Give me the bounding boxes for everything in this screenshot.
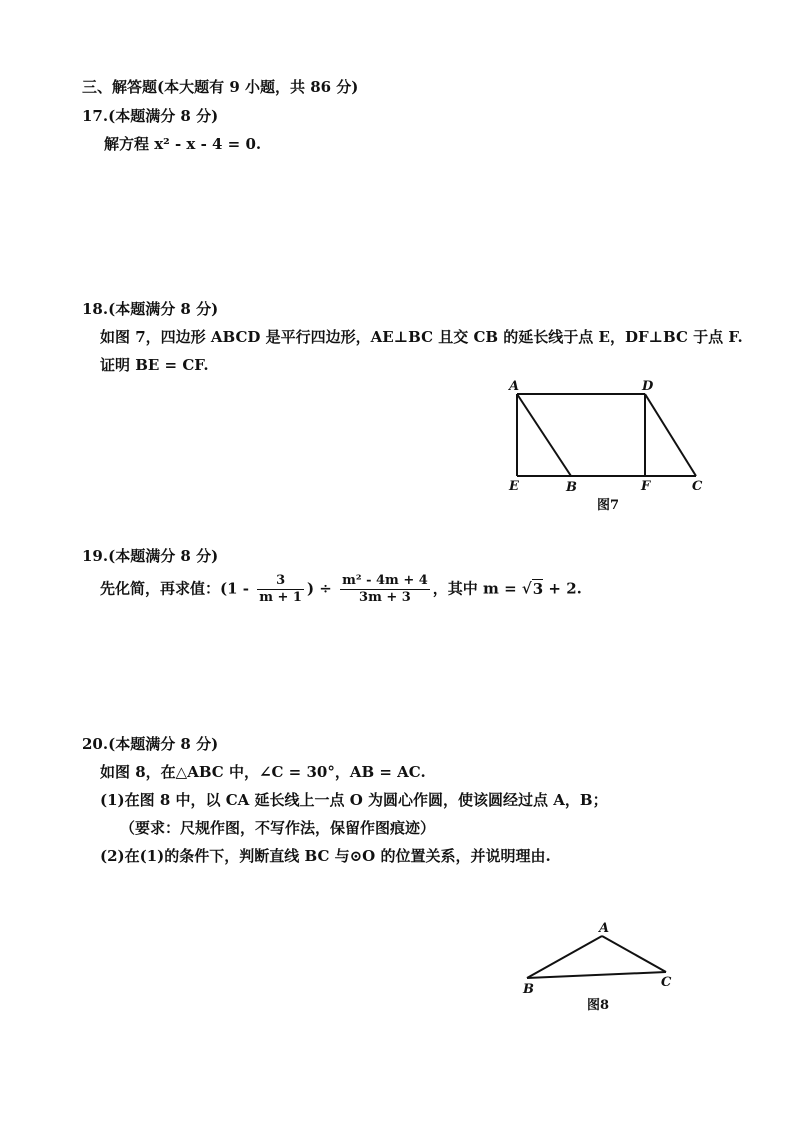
label-c: C (692, 479, 703, 494)
label-d: D (642, 379, 654, 394)
q20-part-2: (2)在(1)的条件下，判断直线 BC 与⊙O 的位置关系，并说明理由. (100, 847, 551, 865)
q19-expression (100, 573, 582, 606)
q19-tail-2: + 2. (543, 579, 582, 598)
q17-header: 17.(本题满分 8 分) (82, 107, 219, 125)
q19-fraction-2-denominator: 3m + 3 (359, 590, 411, 605)
q19-fraction-1-denominator: m + 1 (259, 590, 302, 605)
label-f: F (641, 479, 651, 494)
q19-fraction-1-numerator: 3 (257, 573, 304, 590)
q19-tail-1: ，其中 m = (432, 579, 522, 598)
q20-part-1: (1)在图 8 中，以 CA 延长线上一点 O 为圆心作圆，使该圆经过点 A，B； (100, 791, 608, 809)
q18-proof-goal: 证明 BE = CF. (100, 356, 209, 374)
q19-open-paren: (1 - (220, 579, 249, 598)
figure-7-caption: 图7 (597, 498, 620, 513)
q19-fraction-1 (257, 573, 304, 606)
q20-header: 20.(本题满分 8 分) (82, 735, 219, 753)
figure-8-caption: 图8 (587, 998, 610, 1013)
q18-header: 18.(本题满分 8 分) (82, 300, 219, 318)
label-e: E (509, 479, 519, 494)
label-b: B (566, 480, 577, 495)
segment-bc (527, 972, 666, 978)
q18-statement: 如图 7，四边形 ABCD 是平行四边形，AE⊥BC 且交 CB 的延长线于点 E，DF⊥BC 于点 F. (100, 328, 743, 346)
label-a: A (509, 379, 520, 394)
label-c: C (661, 975, 672, 990)
q19-fraction-2-numerator: m² - 4m + 4 (342, 573, 428, 588)
q19-fraction-2 (340, 573, 430, 606)
sqrt-symbol: √ (521, 579, 532, 598)
label-b: B (523, 982, 534, 997)
q19-lead: 先化简，再求值： (100, 579, 221, 598)
q20-requirements: （要求：尺规作图，不写作法，保留作图痕迹） (120, 819, 436, 837)
segment-ab (517, 394, 571, 476)
section-heading: 三、解答题(本大题有 9 小题，共 86 分) (82, 78, 359, 96)
q17-equation: 解方程 x² - x - 4 = 0. (104, 135, 262, 153)
q19-close-divide: ) ÷ (306, 579, 332, 598)
q19-sqrt-value: 3 (532, 579, 544, 598)
label-a: A (599, 921, 610, 936)
figure-7 (500, 372, 720, 522)
segment-ab (527, 936, 602, 978)
figure-8 (515, 918, 685, 1018)
segment-dc (645, 394, 696, 476)
q20-given: 如图 8，在△ABC 中，∠C = 30°，AB = AC. (100, 763, 426, 781)
segment-ac (602, 936, 666, 972)
q19-header: 19.(本题满分 8 分) (82, 547, 219, 565)
